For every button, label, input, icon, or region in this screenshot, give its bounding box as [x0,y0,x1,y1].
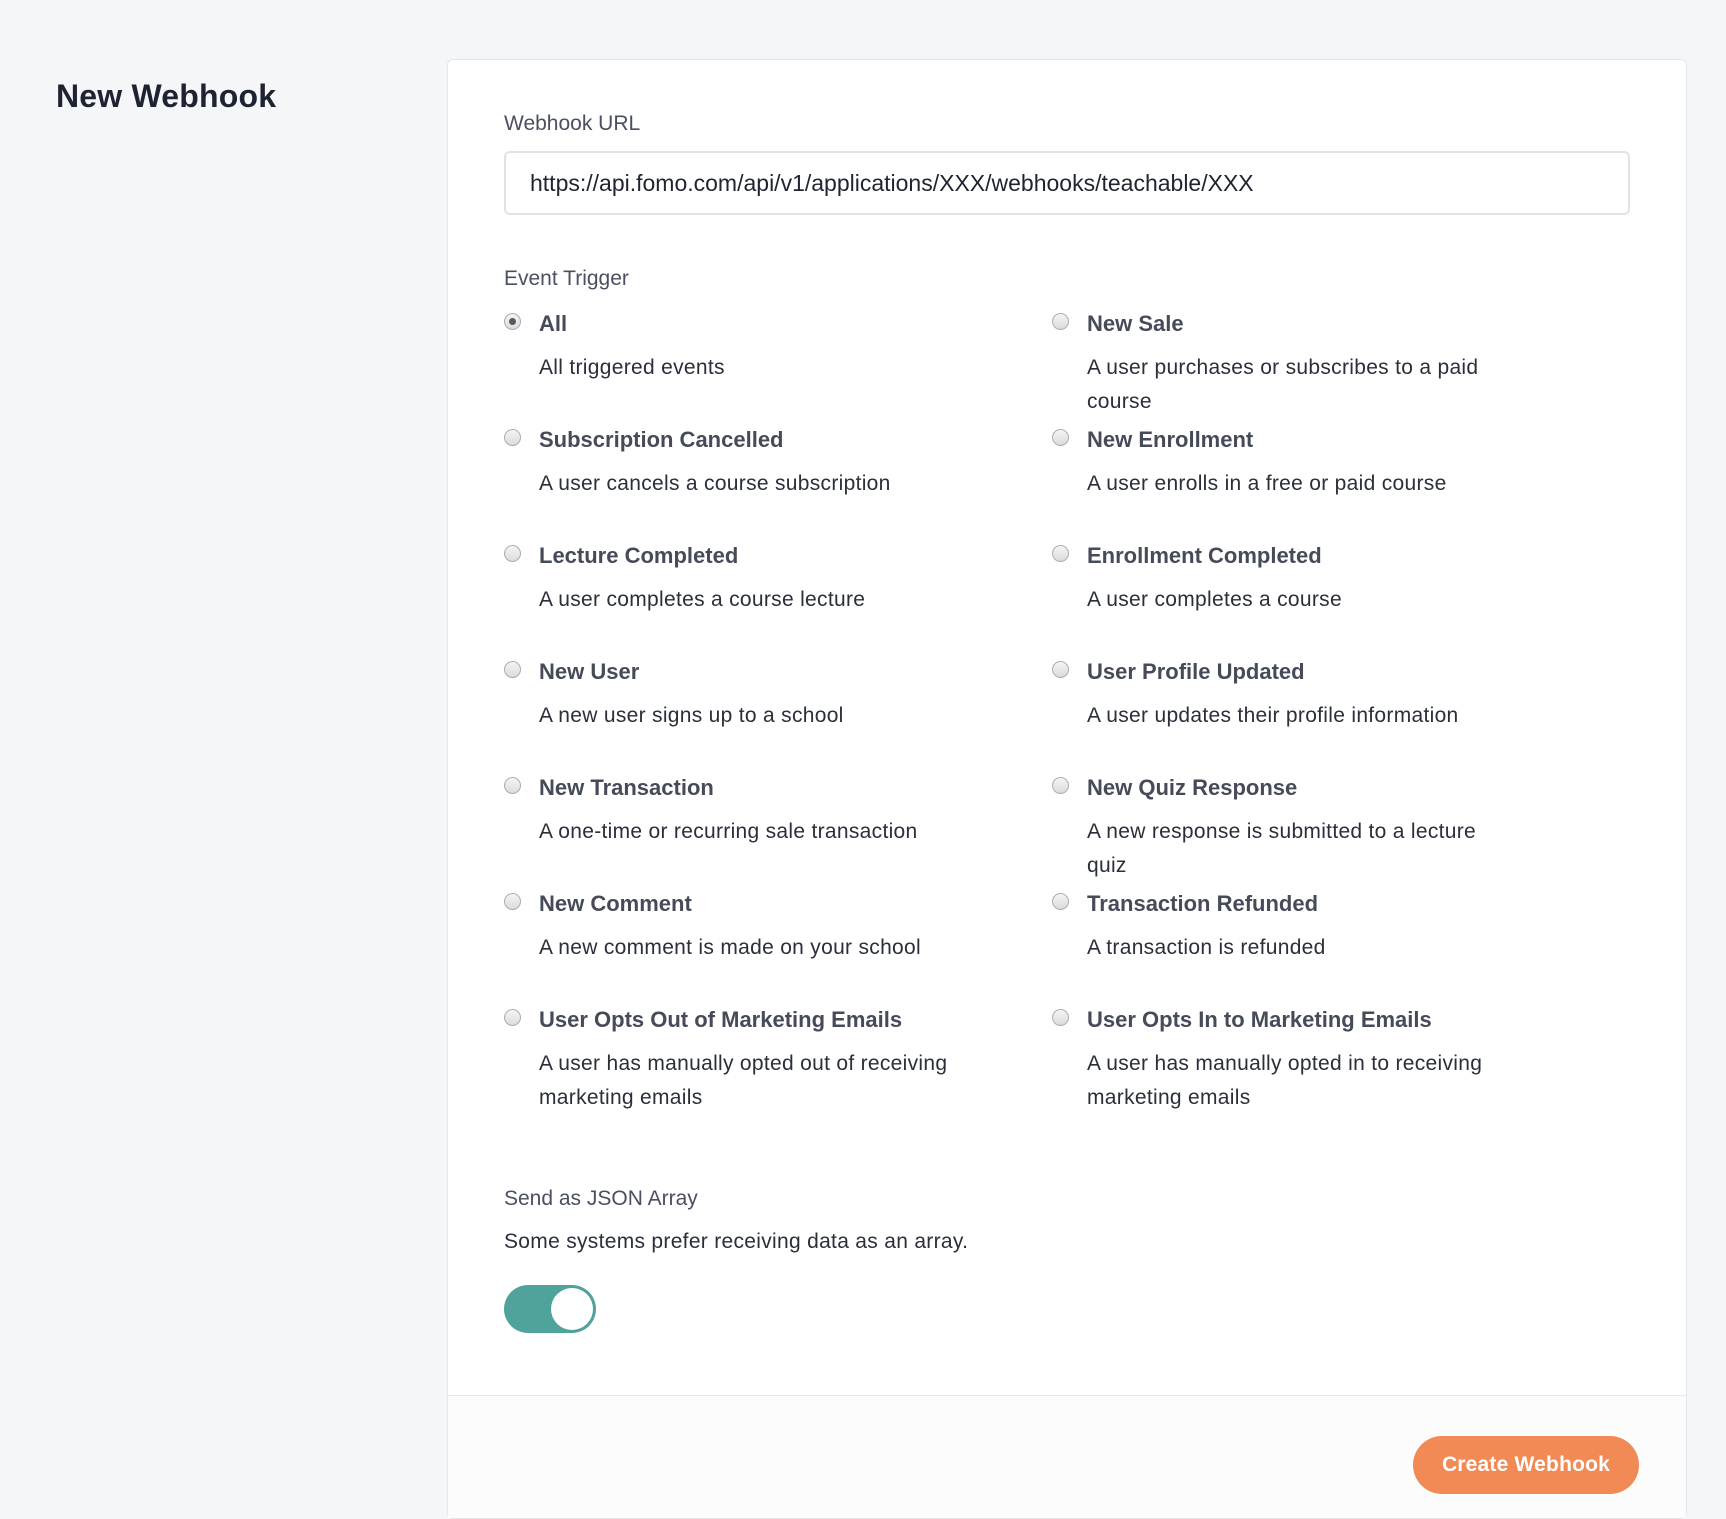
trigger-title: User Profile Updated [1087,659,1305,684]
webhook-url-label: Webhook URL [504,112,641,135]
trigger-description: A user cancels a course subscription [539,472,891,495]
page-title: New Webhook [56,78,277,114]
trigger-description: A new comment is made on your school [539,936,921,959]
trigger-title: Enrollment Completed [1087,543,1322,568]
trigger-title: New Transaction [539,775,714,800]
json-array-description: Some systems prefer receiving data as an array. [504,1230,969,1253]
trigger-radio-user-opts-in-marketing[interactable] [1052,1009,1069,1026]
trigger-description: A user has manually opted in to receiving marketing emails [1087,1052,1483,1109]
webhook-url-input[interactable] [504,151,1630,215]
trigger-description: A user has manually opted out of receiving marketing emails [539,1052,948,1109]
trigger-radio-new-comment[interactable] [504,893,521,910]
trigger-title: New Quiz Response [1087,775,1298,800]
trigger-description: A user enrolls in a free or paid course [1087,472,1447,495]
trigger-radio-new-user[interactable] [504,661,521,678]
trigger-radio-user-opts-out-marketing[interactable] [504,1009,521,1026]
trigger-description: A user completes a course [1087,588,1342,611]
toggle-knob [551,1288,593,1330]
trigger-description: A transaction is refunded [1087,936,1326,959]
trigger-radio-all[interactable] [504,313,521,330]
trigger-description: A new response is submitted to a lecture quiz [1087,820,1477,877]
trigger-radio-lecture-completed[interactable] [504,545,521,562]
trigger-description: A new user signs up to a school [539,704,844,727]
event-trigger-label: Event Trigger [504,267,629,290]
trigger-radio-new-enrollment[interactable] [1052,429,1069,446]
trigger-description: A user completes a course lecture [539,588,866,611]
trigger-radio-new-transaction[interactable] [504,777,521,794]
trigger-radio-enrollment-completed[interactable] [1052,545,1069,562]
trigger-description: A user updates their profile information [1087,704,1459,727]
webhook-form-card [447,59,1687,1519]
trigger-title: New Enrollment [1087,427,1254,452]
trigger-title: New User [539,659,640,684]
create-webhook-button[interactable]: Create Webhook [1413,1436,1639,1494]
trigger-title: Subscription Cancelled [539,427,784,452]
json-array-label: Send as JSON Array [504,1187,698,1210]
trigger-description: All triggered events [539,356,725,379]
trigger-radio-user-profile-updated[interactable] [1052,661,1069,678]
trigger-radio-subscription-cancelled[interactable] [504,429,521,446]
trigger-title: User Opts Out of Marketing Emails [539,1007,903,1032]
trigger-title: User Opts In to Marketing Emails [1087,1007,1432,1032]
trigger-radio-new-sale[interactable] [1052,313,1069,330]
trigger-description: A user purchases or subscribes to a paid course [1087,356,1479,413]
trigger-title: All [539,311,568,336]
trigger-radio-new-quiz-response[interactable] [1052,777,1069,794]
trigger-title: Transaction Refunded [1087,891,1319,916]
json-array-toggle[interactable] [504,1285,596,1333]
trigger-radio-transaction-refunded[interactable] [1052,893,1069,910]
trigger-title: New Comment [539,891,692,916]
trigger-title: Lecture Completed [539,543,739,568]
trigger-title: New Sale [1087,311,1184,336]
trigger-description: A one-time or recurring sale transaction [539,820,918,843]
